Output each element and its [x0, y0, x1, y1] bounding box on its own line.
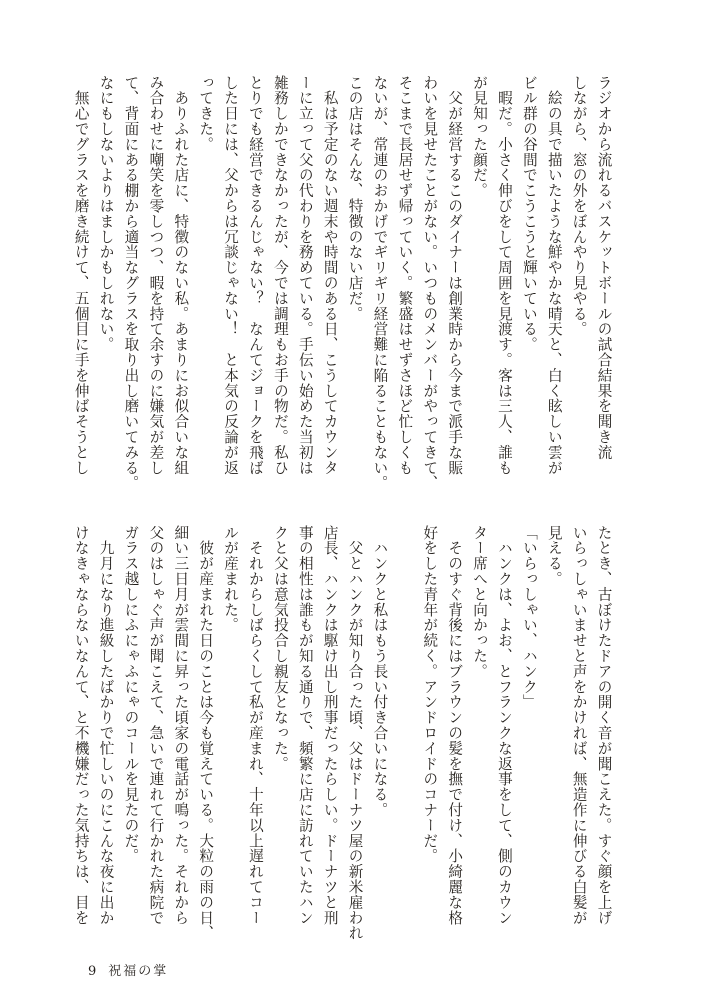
lower-text-line: ハンクは、よお、とフランクな返事をして、側のカウン	[495, 525, 513, 926]
upper-text-line: ビル群の谷間でこうこうと輝いている。	[520, 75, 538, 353]
lower-text-line: 「いらっしゃい、ハンク」	[520, 525, 538, 710]
lower-text-line: 店長、ハンクは駆け出し刑事だったらしい。ドーナツと刑	[321, 525, 339, 926]
upper-text-line: ないが、常連のおかげでギリギリ経営難に陥ることもない。	[371, 75, 389, 491]
upper-text-line: 絵の具で描いたような鮮やかな晴天と、白く眩しい雲が	[545, 75, 563, 476]
lower-text-line: 事の相性は誰もが知る通りで、頻繁に店に訪れていたハン	[296, 525, 314, 926]
upper-text-line: て、背面にある棚から適当なグラスを取り出し磨いてみる。	[122, 75, 140, 491]
lower-text-line: それからしばらくして私が産まれ、十年以上遅れてコー	[246, 525, 264, 926]
upper-text-line: なにもしないよりはましかもしれない。	[97, 75, 115, 353]
upper-text-line: 私は予定のない週末や時間のある日、こうしてカウンタ	[321, 75, 339, 476]
upper-text-line: 無心でグラスを磨き続けて、五個目に手を伸ばそうとし	[72, 75, 90, 476]
book-title: 祝福の掌	[108, 964, 169, 979]
upper-text-line: ーに立って父の代わりを務めている。手伝い始めた当初は	[296, 75, 314, 476]
page-number: 9	[88, 964, 99, 979]
lower-text-line: ルが産まれた。	[222, 525, 240, 633]
lower-text-line: 九月になり進級したばかりで忙しいのにこんな夜に出か	[97, 525, 115, 926]
lower-text-line: ガラス越しにふにゃふにゃのコールを見たのだ。	[122, 525, 140, 864]
lower-text-line: 細い三日月が雲間に昇った頃家の電話が鳴った。それから	[172, 525, 190, 926]
upper-text-line: した日には、父からは冗談じゃない！ と本気の反論が返	[222, 75, 240, 476]
lower-text-line: けなきゃならないなんて、と不機嫌だった気持ちは、目を	[72, 525, 90, 926]
upper-text-line: しながら、窓の外をぼんやり見やる。	[570, 75, 588, 337]
lower-text-line: たとき、古ぼけたドアの開く音が聞こえた。すぐ顔を上げ	[595, 525, 613, 926]
upper-text-line: そこまで長居せず帰っていく。繁盛はせずさほど忙しくも	[396, 75, 414, 476]
upper-text-line: ラジオから流れるバスケットボールの試合結果を聞き流	[595, 75, 613, 460]
upper-text-line: とりでも経営できるんじゃない？ なんてジョークを飛ば	[246, 75, 264, 476]
page-footer	[88, 960, 168, 979]
lower-text-line: 好をした青年が続く。アンドロイドのコナーだ。	[421, 525, 439, 864]
upper-text-line: ありふれた店に、特徴のない私。あまりにお似合いな組	[172, 75, 190, 476]
upper-text-line: が見知った顔だ。	[471, 75, 489, 199]
upper-text-line: み合わせに嘲笑を零しつつ、暇を持て余すのに嫌気が差し	[147, 75, 165, 476]
upper-text-line: わいを見せたことがない。いつものメンバーがやってきて、	[421, 75, 439, 491]
lower-text-line: ター席へと向かった。	[471, 525, 489, 679]
lower-text-line: ハンクと私はもう長い付き合いになる。	[371, 525, 389, 818]
lower-text-line: 父とハンクが知り合った頃、父はドーナツ屋の新米雇われ	[346, 525, 364, 941]
upper-text-line: 暇だ。小さく伸びをして周囲を見渡す。客は三人、誰も	[495, 75, 513, 476]
upper-text-line: 父が経営するこのダイナーは創業時から今まで派手な賑	[446, 75, 464, 476]
upper-text-line: ってきた。	[197, 75, 215, 152]
upper-text-line: この店はそんな、特徴のない店だ。	[346, 75, 364, 322]
lower-text-line: クと父は意気投合し親友となった。	[271, 525, 289, 772]
lower-text-line: 父のはしゃぐ声が聞こえて、急いで連れて行かれた病院で	[147, 525, 165, 926]
lower-text-line: 彼が産まれた日のことは今も覚えている。大粒の雨の日、	[197, 525, 215, 941]
lower-text-line: 見える。	[545, 525, 563, 587]
lower-text-line: そのすぐ背後にはブラウンの髪を撫で付け、小綺麗な格	[446, 525, 464, 926]
upper-text-line: 雑務しかできなかったが、今では調理もお手の物だ。私ひ	[271, 75, 289, 476]
lower-text-line: いらっしゃいませと声をかければ、無造作に伸びる白髪が	[570, 525, 588, 926]
